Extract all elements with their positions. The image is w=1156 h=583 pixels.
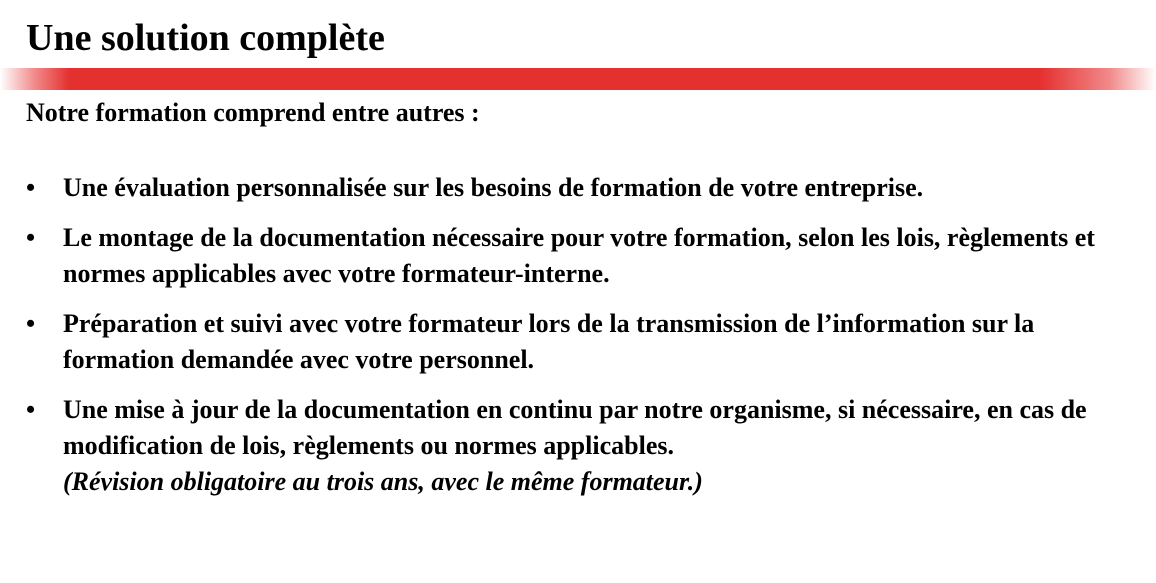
bullet-item (26, 220, 1136, 292)
bullet-text: Une mise à jour de la documentation en continu par notre organisme, si nécessaire, en cas de modification de lois, règlements ou normes applicables. (63, 395, 1087, 460)
intro-text: Notre formation comprend entre autres : (26, 98, 480, 127)
bullet-item (26, 170, 1136, 206)
bullet-icon: • (26, 173, 36, 202)
title-underline-bar (0, 68, 1156, 90)
bullet-text: Une évaluation personnalisée sur les besoins de formation de votre entreprise. (63, 173, 924, 202)
bullet-icon: • (26, 223, 36, 252)
bullet-icon: • (26, 395, 36, 424)
bullet-icon: • (26, 309, 36, 338)
slide-title: Une solution complète (26, 17, 385, 59)
bullet-item (26, 306, 1136, 378)
bullet-text: Préparation et suivi avec votre formateur lors de la transmission de l’information sur la formation demandée avec votre personnel. (63, 309, 1035, 374)
bullet-list (26, 170, 1136, 514)
bullet-text: Le montage de la documentation nécessaire pour votre formation, selon les lois, règlements et normes applicables avec votre formateur-interne. (63, 223, 1095, 288)
bullet-note: (Révision obligatoire au trois ans, avec le même formateur.) (63, 467, 703, 496)
bullet-item (26, 392, 1136, 500)
